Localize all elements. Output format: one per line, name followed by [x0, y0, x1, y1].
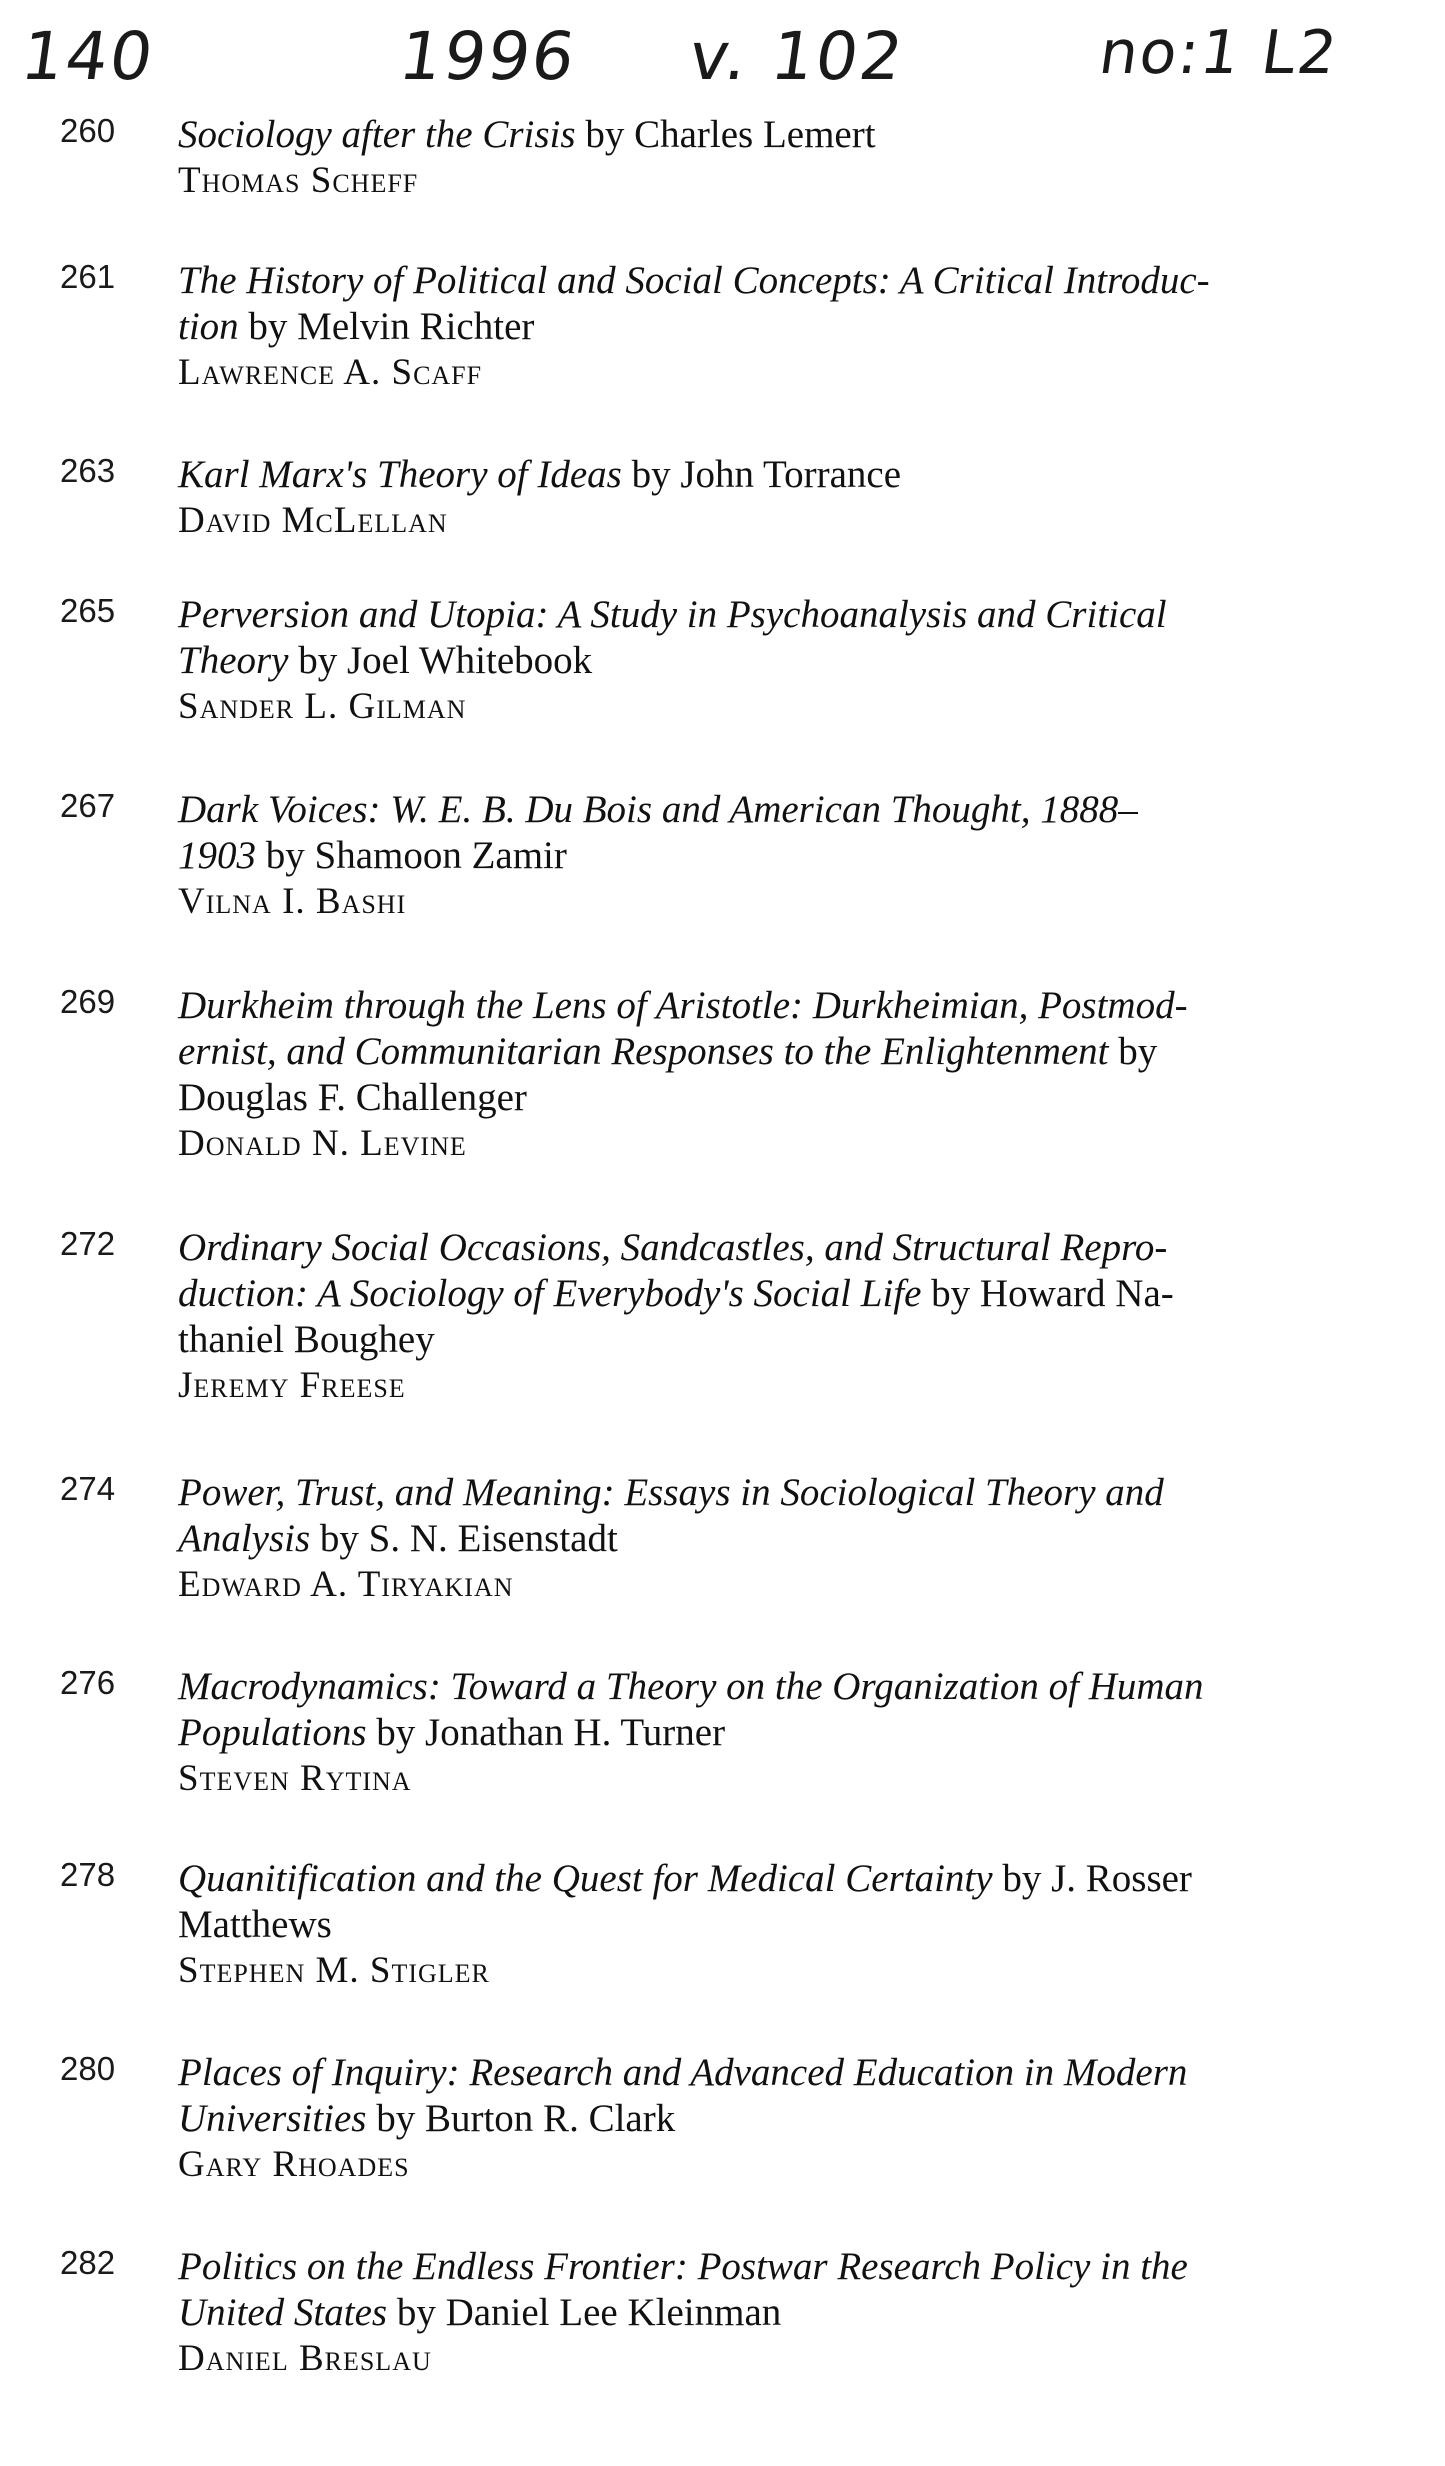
book-title: tion: [178, 305, 239, 348]
entry-line: [178, 1317, 1378, 1363]
entry-line: [178, 304, 1378, 350]
entry-line: [178, 2050, 1378, 2096]
handwritten-volume: v. 102: [684, 18, 910, 95]
page-number: 276: [60, 1664, 116, 1701]
entry-text: [178, 983, 1378, 1167]
book-title: United States: [178, 2291, 388, 2334]
book-title: Politics on the Endless Frontier: Postwar Research Policy in the: [178, 2245, 1188, 2288]
reviewer-name: Sander L. Gilman: [178, 686, 467, 727]
book-author: by Melvin Richter: [238, 305, 535, 348]
book-title: Macrodynamics: Toward a Theory on the Organization of Human: [178, 1665, 1204, 1708]
book-title: Universities: [178, 2097, 367, 2140]
entry-line: [178, 787, 1378, 833]
entry-line: [178, 1470, 1378, 1516]
page-number: 260: [60, 112, 116, 149]
entry-line: [178, 1225, 1378, 1271]
entry-text: [178, 1664, 1378, 1802]
book-title: The History of Political and Social Concepts: A Critical Introduc-: [178, 259, 1210, 302]
reviewer-name: Steven Rytina: [178, 1758, 412, 1799]
book-author: thaniel Boughey: [178, 1318, 435, 1361]
book-title: Sociology after the Crisis: [178, 113, 576, 156]
book-title: Durkheim through the Lens of Aristotle: Durkheimian, Postmod-: [178, 984, 1188, 1027]
entry-line: [178, 833, 1378, 879]
reviewer-name: Gary Rhoades: [178, 2144, 410, 2185]
book-title: 1903: [178, 834, 256, 877]
entry-text: [178, 452, 1378, 544]
book-title: Ordinary Social Occasions, Sandcastles, and Structural Repro-: [178, 1226, 1168, 1269]
entry-text: [178, 258, 1378, 396]
entry-line: [178, 592, 1378, 638]
entry-line: [178, 2290, 1378, 2336]
book-author: Matthews: [178, 1903, 332, 1946]
book-author: by S. N. Eisenstadt: [310, 1517, 618, 1560]
page-number: 278: [60, 1856, 116, 1893]
book-title: Karl Marx's Theory of Ideas: [178, 453, 622, 496]
book-title: Places of Inquiry: Research and Advanced Education in Modern: [178, 2051, 1188, 2094]
book-author: by Shamoon Zamir: [256, 834, 567, 877]
book-title: Power, Trust, and Meaning: Essays in Sociological Theory and: [178, 1471, 1164, 1514]
entry-line: [178, 1664, 1378, 1710]
reviewer-name: Edward A. Tiryakian: [178, 1564, 514, 1605]
page-number: 261: [60, 258, 116, 295]
book-author: Douglas F. Challenger: [178, 1076, 527, 1119]
entry-line: [178, 1271, 1378, 1317]
entry-line: [178, 112, 1378, 158]
entry-line: [178, 1710, 1378, 1756]
book-author: by Burton R. Clark: [366, 2097, 676, 2140]
book-title: Analysis: [178, 1517, 311, 1560]
page-number: 269: [60, 983, 116, 1020]
entry-text: [178, 112, 1378, 204]
page-number: 272: [60, 1225, 116, 1262]
handwritten-annotation: [0, 0, 1445, 100]
entry-line: [178, 1902, 1378, 1948]
entry-text: [178, 1470, 1378, 1608]
book-title: Quanitification and the Quest for Medical Certainty: [178, 1857, 993, 1900]
reviewer-name: Stephen M. Stigler: [178, 1950, 490, 1991]
reviewer-name: David McLellan: [178, 500, 448, 541]
reviewer-name: Daniel Breslau: [178, 2338, 432, 2379]
entry-text: [178, 1856, 1378, 1994]
entry-line: [178, 1856, 1378, 1902]
entry-line: [178, 1516, 1378, 1562]
entry-line: [178, 1075, 1378, 1121]
reviewer-name: Lawrence A. Scaff: [178, 352, 483, 393]
book-title: Populations: [178, 1711, 367, 1754]
book-title: ernist, and Communitarian Responses to the Enlightenment: [178, 1030, 1109, 1073]
handwritten-issue: no:1 L2: [1095, 18, 1343, 88]
entry-line: [178, 1029, 1378, 1075]
book-author: by: [1108, 1030, 1158, 1073]
reviewer-name: Donald N. Levine: [178, 1123, 467, 1164]
book-author: by Charles Lemert: [575, 113, 876, 156]
reviewer-name: Jeremy Freese: [178, 1365, 406, 1406]
page-number: 282: [60, 2244, 116, 2281]
entry-line: [178, 258, 1378, 304]
book-title: Dark Voices: W. E. B. Du Bois and American Thought, 1888–: [178, 788, 1138, 831]
page-number: 274: [60, 1470, 116, 1507]
entry-text: [178, 1225, 1378, 1409]
entry-line: [178, 2244, 1378, 2290]
page-number: 263: [60, 452, 116, 489]
book-author: by Daniel Lee Kleinman: [387, 2291, 782, 2334]
reviewer-name: Thomas Scheff: [178, 160, 419, 201]
book-author: by J. Rosser: [992, 1857, 1192, 1900]
handwritten-number: 140: [16, 18, 160, 95]
entry-line: [178, 983, 1378, 1029]
book-title: Theory: [178, 639, 289, 682]
book-title: duction: A Sociology of Everybody's Social Life: [178, 1272, 922, 1315]
page-number: 265: [60, 592, 116, 629]
book-author: by Jonathan H. Turner: [366, 1711, 726, 1754]
handwritten-year: 1996: [394, 18, 582, 95]
entry-line: [178, 2096, 1378, 2142]
page-number: 267: [60, 787, 116, 824]
entry-line: [178, 452, 1378, 498]
book-title: Perversion and Utopia: A Study in Psychoanalysis and Critical: [178, 593, 1167, 636]
entry-text: [178, 787, 1378, 925]
reviewer-name: Vilna I. Bashi: [178, 881, 407, 922]
page-number: 280: [60, 2050, 116, 2087]
book-author: by John Torrance: [621, 453, 902, 496]
entry-text: [178, 2050, 1378, 2188]
book-author: by Howard Na-: [921, 1272, 1174, 1315]
entry-text: [178, 592, 1378, 730]
entry-line: [178, 638, 1378, 684]
book-author: by Joel Whitebook: [288, 639, 593, 682]
entry-text: [178, 2244, 1378, 2382]
